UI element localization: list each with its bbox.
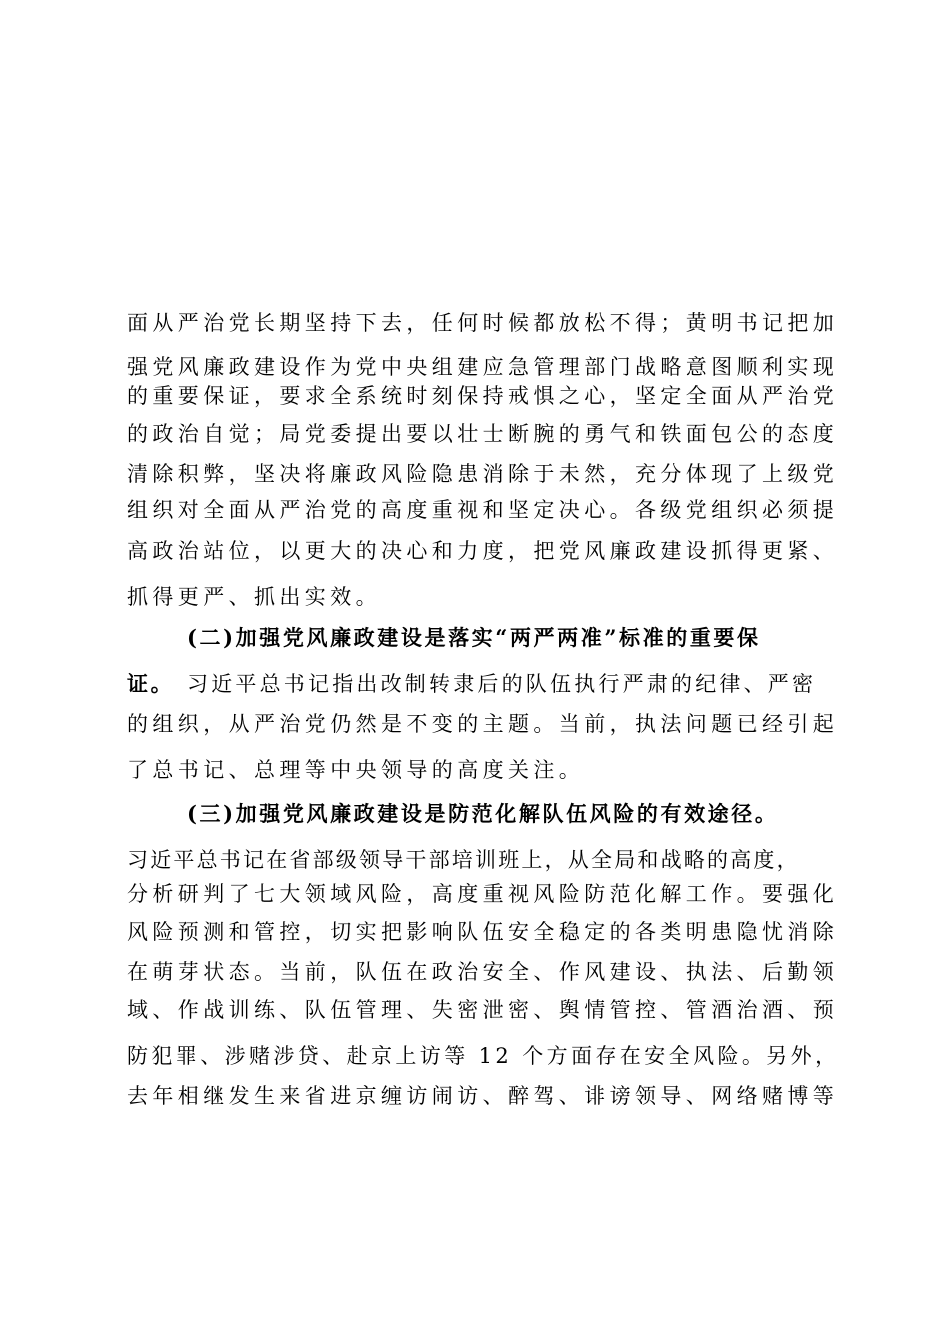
section-3-line-3: 风险预测和管控，切实把影响队伍安全稳定的各类明患隐忧消除 [127,920,839,944]
section-3-line-5: 域、作战训练、队伍管理、失密泄密、舆情管控、管酒治酒、预 [127,998,839,1022]
section-3-line-6: 防犯罪、涉赌涉贷、赴京上访等 12 个方面存在安全风险。另外， [127,1044,840,1068]
section-3-line-7: 去年相继发生来省进京缠访闹访、醉驾、诽谤领导、网络赌博等 [127,1084,839,1108]
paragraph-1-line-7: 高政治站位，以更大的决心和力度，把党风廉政建设抓得更紧、 [127,539,839,563]
paragraph-1-line-6: 组织对全面从严治党的高度重视和坚定决心。各级党组织必须提 [127,498,839,522]
paragraph-1-line-3: 的重要保证，要求全系统时刻保持戒惧之心，坚定全面从严治党 [127,384,839,408]
section-2-line-2: 的组织，从严治党仍然是不变的主题。当前，执法问题已经引起 [127,712,839,736]
section-3-line-4: 在萌芽状态。当前，队伍在政治安全、作风建设、执法、后勤领 [127,960,839,984]
section-2-line-3: 了总书记、总理等中央领导的高度关注。 [127,758,585,782]
paragraph-1-line-8: 抓得更严、抓出实效。 [127,585,381,609]
paragraph-1-line-1: 面从严治党长期坚持下去，任何时候都放松不得；黄明书记把加 [127,311,839,335]
section-3-line-2: 分析研判了七大领域风险，高度重视风险防范化解工作。要强化 [127,882,839,906]
paragraph-1-line-5: 清除积弊，坚决将廉政风险隐患消除于未然，充分体现了上级党 [127,462,839,486]
paragraph-1-line-2: 强党风廉政建设作为党中央组建应急管理部门战略意图顺利实现 [127,355,839,379]
section-3-line-1: 习近平总书记在省部级领导干部培训班上，从全局和战略的高度， [127,848,800,872]
paragraph-1-line-4: 的政治自觉；局党委提出要以壮士断腕的勇气和铁面包公的态度 [127,422,839,446]
section-2-heading: (二)加强党风廉政建设是落实“两严两准”标准的重要保 [187,625,761,650]
section-3-heading: (三)加强党风廉政建设是防范化解队伍风险的有效途径。 [187,801,779,826]
section-2-line-1: 习近平总书记指出改制转隶后的队伍执行严肃的纪律、严密 [187,672,817,696]
section-2-heading-tail: 证。 [127,671,175,696]
